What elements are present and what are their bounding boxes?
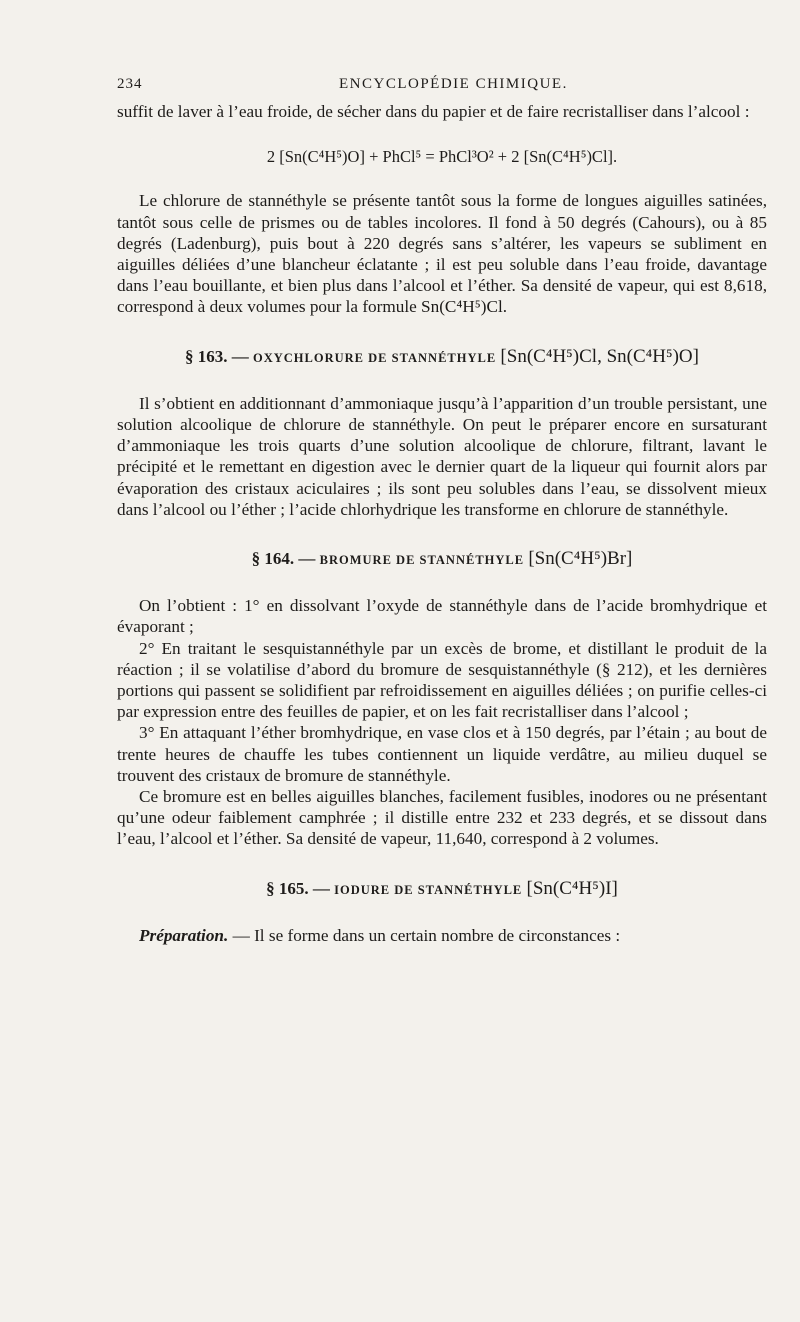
section-heading-164 — [117, 548, 767, 571]
section-heading-165 — [117, 878, 767, 901]
section-number: § 164. — — [251, 549, 316, 569]
paragraph-intro: suffit de laver à l’eau froide, de sécher dans du papier et de faire recristalliser dans l’alcool : — [117, 102, 750, 121]
paragraph-164-method-2: 2° En traitant le sesquistannéthyle par un excès de brome, et distillant le produit de la réaction ; il se volatilise d’abord du bromure de sesquistannéthyle (§ 212), et les dernières portions qui passent se solidifient par refroidissement en aiguilles déliées ; on purifie celles-ci par expression entre des feuilles de papier, et on les fait recristalliser dans l’alcool ; — [117, 638, 767, 722]
paragraph-164-properties: Ce bromure est en belles aiguilles blanches, facilement fusibles, inodores ou ne présentant qu’une odeur faiblement camphrée ; il distille entre 232 et 233 degrés, et se dissout dans l’eau, l’alcool et l’éther. Sa densité de vapeur, 11,640, correspond à 2 volumes. — [117, 787, 767, 849]
paragraph-164-method-3: 3° En attaquant l’éther bromhydrique, en vase clos et à 150 degrés, par l’étain ; au bout de trente heures de chauffe les tubes contiennent un liquide verdâtre, au milieu duquel se trouvent des cristaux de bromure de stannéthyle. — [117, 723, 767, 785]
section-title: IODURE DE STANNÉTHYLE — [334, 882, 523, 897]
running-title: ENCYCLOPÉDIE CHIMIQUE. — [339, 76, 568, 92]
section-formula: [Sn(C⁴H⁵)Br] — [528, 548, 633, 570]
section-heading-163 — [117, 346, 767, 369]
preparation-text: — Il se forme dans un certain nombre de circonstances : — [228, 925, 621, 945]
paragraph-164-method-1: On l’obtient : 1° en dissolvant l’oxyde de stannéthyle dans de l’acide bromhydrique et évaporant ; — [117, 596, 767, 637]
section-number: § 163. — — [185, 346, 249, 366]
section-title: OXYCHLORURE DE STANNÉTHYLE — [253, 350, 497, 365]
running-head — [117, 76, 767, 96]
paragraph-chlorure: Le chlorure de stannéthyle se présente tantôt sous la forme de longues aiguilles satinées, tantôt sous celle de prismes ou de tables incolores. Il fond à 50 degrés (Cahours), ou à 85 degrés (Ladenburg), puis bout à 220 degrés sans s’altérer, les vapeurs se subliment en aiguilles déliées d’une blancheur éclatante ; il est peu soluble dans l’eau froide, davantage dans l’eau bouillante, et bien plus dans l’alcool et l’éther. Sa densité de vapeur, qui est 8,618, correspond à deux volumes pour la formule Sn(C⁴H⁵)Cl. — [117, 191, 767, 317]
section-formula: [Sn(C⁴H⁵)Cl, Sn(C⁴H⁵)O] — [500, 345, 699, 367]
page-number: 234 — [117, 76, 143, 92]
paragraph-163: Il s’obtient en additionnant d’ammoniaque jusqu’à l’apparition d’un trouble persistant, une solution alcoolique de chlorure de stannéthyle. On peut le préparer encore en sursaturant d’ammoniaque les trois quarts d’une solution alcoolique de chlorure, filtrant, lavant le précipité et le remettant en digestion avec le dernier quart de la liqueur qui fournit alors par évaporation des cristaux aciculaires ; ils sont peu solubles dans l’eau, se dissolvent mieux dans l’alcool ou l’éther ; l’acide chlorhydrique les transforme en chlorure de stannéthyle. — [117, 393, 767, 519]
equation: 2 [Sn(C⁴H⁵)O] + PhCl⁵ = PhCl³O² + 2 [Sn(C⁴H⁵)Cl]. — [266, 147, 618, 167]
preparation-label: Préparation. — [139, 925, 229, 945]
section-title: BROMURE DE STANNÉTHYLE — [319, 553, 525, 568]
paragraph-preparation — [117, 925, 767, 946]
section-formula: [Sn(C⁴H⁵)I] — [526, 877, 618, 899]
body-text — [117, 101, 767, 946]
section-number: § 165. — — [266, 878, 330, 898]
